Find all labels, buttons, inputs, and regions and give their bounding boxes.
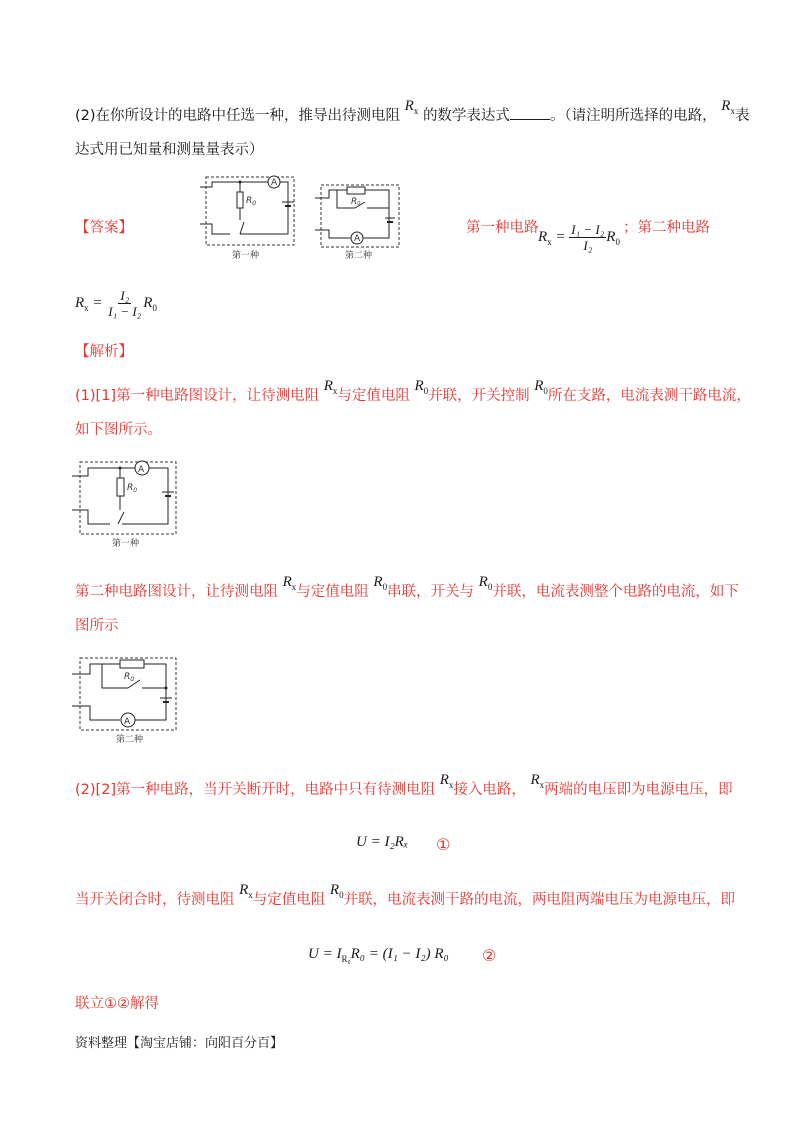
analysis-p1-line1: (1)[1]第一种电路图设计，让待测电阻 $R_x$与定值电阻 $R_0$并联，开关控制 $R_0$所在支路，电流表测干路电流， [75, 378, 751, 404]
analysis-p5: 联立①②解得 [75, 996, 159, 1012]
answer-circuit-1-diagram [200, 172, 300, 262]
answer-circuit-2-diagram [315, 180, 405, 260]
ammeter-icon-3: A [138, 465, 145, 475]
answer-first-text: 第一种电路 [466, 220, 539, 236]
equation-1-mark: ① [436, 835, 451, 854]
analysis-caption-1: 第一种 [112, 539, 140, 549]
analysis-p3: (2)[2]第一种电路，当开关断开时，电路中只有待测电阻 $R_x$接入电路， $R_x$两端的电压即为电源电压，即 [75, 772, 733, 798]
analysis-p4: 当开关闭合时，待测电阻 $R_x$与定值电阻 $R_0$并联，电流表测干路的电流，两电阻两端电压为电源电压，即 [75, 882, 736, 908]
question-text: (2)在你所设计的电路中任选一种，推导出待测电阻 [75, 108, 401, 124]
question-text-mid: 的数学表达式 [422, 108, 510, 124]
analysis-p1-line2: 如下图所示。 [75, 422, 162, 438]
answer-blank [510, 107, 550, 120]
circuit-2-caption: 第二种 [345, 251, 373, 261]
equation-2: $U = I_{R_0}R_0 = (I_1 - I_2)$ R₀ [308, 946, 449, 964]
question-line-2: 达式用已知量和测量量表示） [75, 142, 264, 158]
analysis-circuit-2-diagram [72, 654, 182, 749]
answer-label: 【答案】 [75, 220, 133, 236]
svg-text:R0: R0 [351, 197, 361, 207]
question-line-1: (2)在你所设计的电路中任选一种，推导出待测电阻 $R_x$ 的数学表达式 。（请注明所选择的电路， $R_x$表 [75, 98, 750, 124]
analysis-label: 【解析】 [75, 344, 133, 360]
ammeter-icon: A [271, 178, 278, 188]
analysis-p2-line1: 第二种电路图设计，让待测电阻 $R_x$与定值电阻 $R_0$串联，开关与 $R_0$并联，电流表测整个电路的电流，如下 [75, 574, 739, 600]
ammeter-icon-4: A [124, 717, 131, 727]
r0-label: $R_0$ [246, 196, 257, 207]
equation-2-mark: ② [482, 946, 497, 965]
answer-formula-2: $R_x$ = $\frac{\text{I₂}}{\text{I₁ − I₂}}$ $R_0$ [75, 288, 157, 319]
svg-text:R0: $R_0$ [127, 483, 138, 494]
question-text-end: 。（请注明所选择的电路， [549, 108, 717, 124]
circuit-1-caption: 第一种 [232, 251, 260, 261]
rx-symbol-2: $R_x$ [721, 98, 735, 116]
svg-text:R0: $R_0$ [124, 672, 135, 683]
footer-source: 资料整理【淘宝店铺：向阳百分百】 [75, 1036, 284, 1051]
analysis-circuit-1-diagram [72, 458, 182, 553]
answer-formula-1: $R_x$ = $\frac{\text{I₁ − I₂}}{\text{I₂}}$ $R_0$ [538, 222, 620, 253]
ammeter-icon-2: A [354, 234, 361, 244]
equation-1: U = I₂Rₓ [356, 834, 409, 850]
analysis-caption-2: 第二种 [116, 735, 144, 745]
analysis-p2-line2: 图所示 [75, 618, 119, 634]
rx-symbol: $R_x$ [404, 98, 419, 116]
answer-second-text: ；第二种电路 [623, 220, 710, 236]
